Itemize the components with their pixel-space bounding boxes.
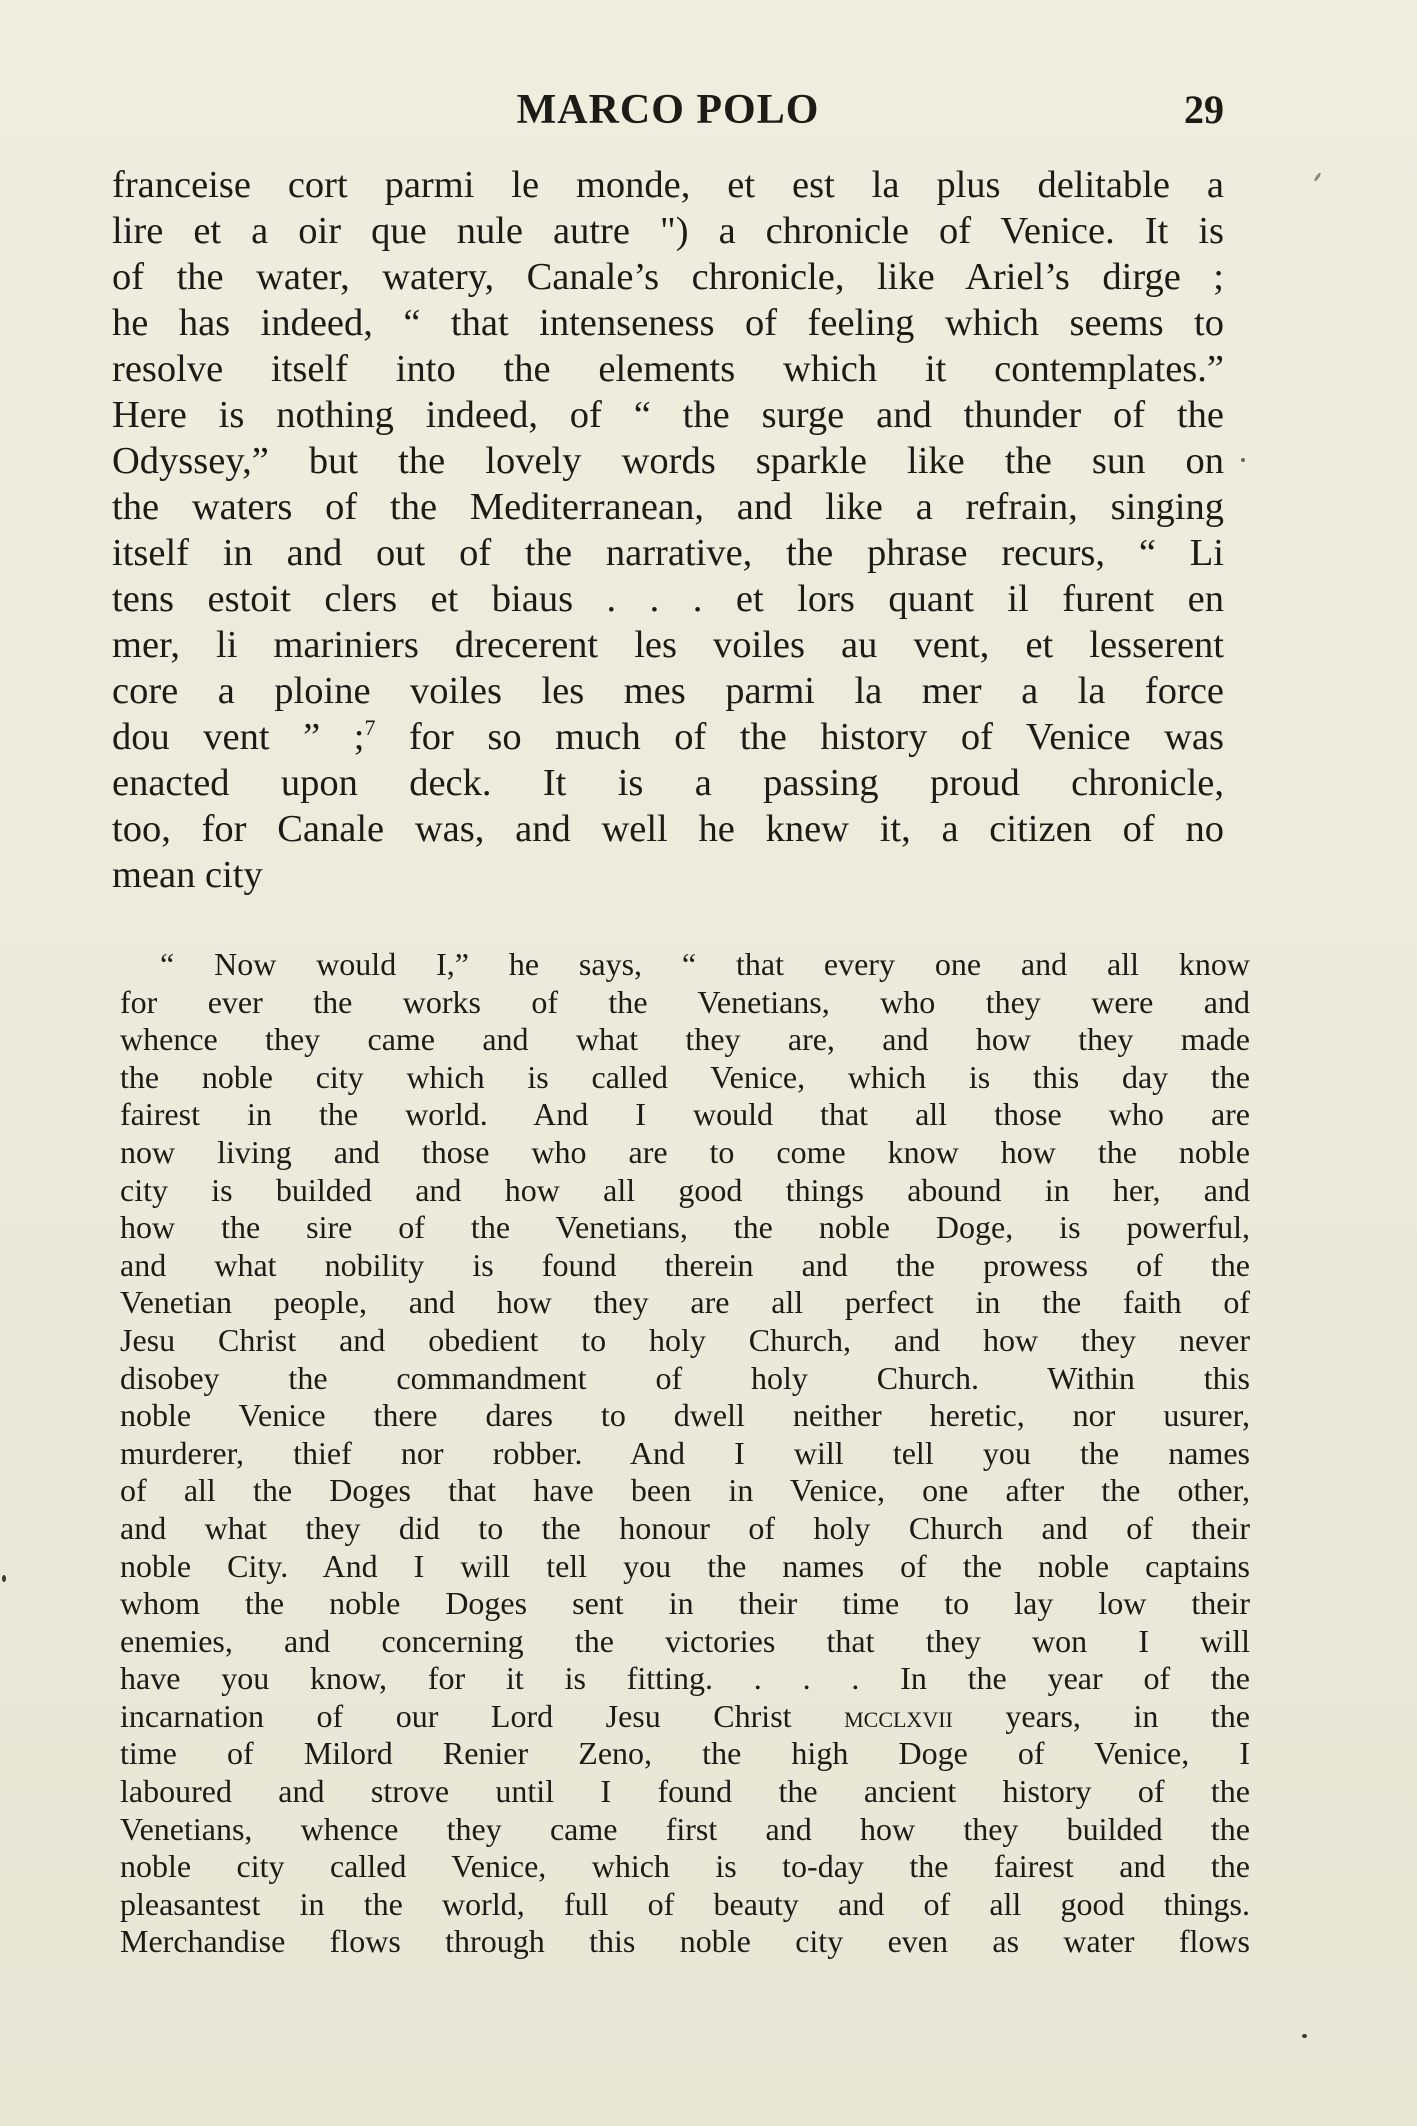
year-line-before: incarnation of our Lord Jesu Christ: [120, 1697, 845, 1734]
quote-line: Venetians, whence they came first and how they builded the: [120, 1810, 1250, 1847]
quote-line: have you know, for it is fitting. . . . In the year of the: [120, 1660, 1250, 1697]
paragraph-line: resolve itself into the elements which it contemplates.”: [112, 348, 1224, 390]
quote-line: time of Milord Renier Zeno, the high Doge of Venice, I: [120, 1735, 1250, 1772]
running-head: [112, 86, 1224, 142]
quote-line: pleasantest in the world, full of beauty and of all good things.: [120, 1885, 1250, 1922]
paragraph-line: franceise cort parmi le monde, et est la plus delitable a: [112, 164, 1224, 206]
quote-line: fairest in the world. And I would that all those who are: [120, 1096, 1250, 1133]
footnote-line-after: for so much of the history of Venice was: [375, 716, 1224, 758]
quote-line: whom the noble Doges sent in their time to lay low their: [120, 1585, 1250, 1622]
paragraph-line: of the water, watery, Canale’s chronicle, like Ariel’s dirge ;: [112, 256, 1224, 298]
quote-line: murderer, thief nor robber. And I will tell you the names: [120, 1434, 1250, 1471]
quote-line: Venetian people, and how they are all perfect in the faith of: [120, 1284, 1250, 1321]
quote-line: whence they came and what they are, and how they made: [120, 1021, 1250, 1058]
paragraph-line: the waters of the Mediterranean, and like a refrain, singing: [112, 486, 1224, 528]
paragraph-line: mer, li mariniers drecerent les voiles au vent, et lesserent: [112, 624, 1224, 666]
footnote-line-before: dou vent ” ;: [112, 716, 365, 758]
paragraph-line: too, for Canale was, and well he knew it, a citizen of no: [112, 808, 1224, 850]
quote-line: city is builded and how all good things abound in her, and: [120, 1171, 1250, 1208]
paragraph-line-footnote: [112, 714, 1224, 760]
quote-line: noble city called Venice, which is to-day the fairest and the: [120, 1848, 1250, 1885]
paragraph-line: mean city: [112, 854, 263, 896]
quote-line: laboured and strove until I found the ancient history of the: [120, 1773, 1250, 1810]
paragraph-line: itself in and out of the narrative, the phrase recurs, “ Li: [112, 532, 1224, 574]
paper-speck: [1313, 172, 1321, 182]
quote-line: and what nobility is found therein and the prowess of the: [120, 1246, 1250, 1283]
paragraph-line: tens estoit clers et biaus . . . et lors quant il furent en: [112, 578, 1224, 620]
paragraph-line: lire et a oir que nule autre ") a chronicle of Venice. It is: [112, 210, 1224, 252]
quote-line: for ever the works of the Venetians, who they were and: [120, 983, 1250, 1020]
paragraph-line: Odyssey,” but the lovely words sparkle like the sun on: [112, 440, 1224, 482]
quote-line: enemies, and concerning the victories that they won I will: [120, 1622, 1250, 1659]
quote-line: Jesu Christ and obedient to holy Church, and how they never: [120, 1321, 1250, 1358]
year-line-after: years, in the: [952, 1697, 1250, 1734]
block-quote: [120, 946, 1250, 1961]
quote-line: “ Now would I,” he says, “ that every one and all know: [160, 946, 1250, 982]
quote-line: now living and those who are to come know how the noble: [120, 1133, 1250, 1170]
paragraph-line: enacted upon deck. It is a passing proud chronicle,: [112, 762, 1224, 804]
running-title: MARCO POLO: [516, 87, 820, 133]
quote-line: the noble city which is called Venice, which is this day the: [120, 1058, 1250, 1095]
paragraph-line: he has indeed, “ that intenseness of feeling which seems to: [112, 302, 1224, 344]
footnote-reference[interactable]: 7: [364, 715, 376, 741]
paper-speck: [1302, 2034, 1307, 2038]
quote-line: noble Venice there dares to dwell neither heretic, nor usurer,: [120, 1397, 1250, 1434]
quote-line-year: [120, 1698, 1250, 1736]
quote-line: disobey the commandment of holy Church. Within this: [120, 1359, 1250, 1396]
quote-line: and what they did to the honour of holy Church and of their: [120, 1509, 1250, 1546]
paper-speck: [2, 1575, 6, 1582]
paragraph-line: core a ploine voiles les mes parmi la mer a la force: [112, 670, 1224, 712]
quote-line: of all the Doges that have been in Venice, one after the other,: [120, 1472, 1250, 1509]
main-paragraph: [112, 162, 1224, 898]
paper-speck: [1241, 458, 1245, 462]
quote-line: noble City. And I will tell you the names of the noble captains: [120, 1547, 1250, 1584]
quote-line: how the sire of the Venetians, the noble Doge, is powerful,: [120, 1209, 1250, 1246]
roman-numeral-year: mcclxvii: [844, 1697, 953, 1734]
paragraph-line: Here is nothing indeed, of “ the surge and thunder of the: [112, 394, 1224, 436]
page-number: 29: [1184, 87, 1224, 132]
quote-line: Merchandise flows through this noble city even as water flows: [120, 1923, 1250, 1960]
